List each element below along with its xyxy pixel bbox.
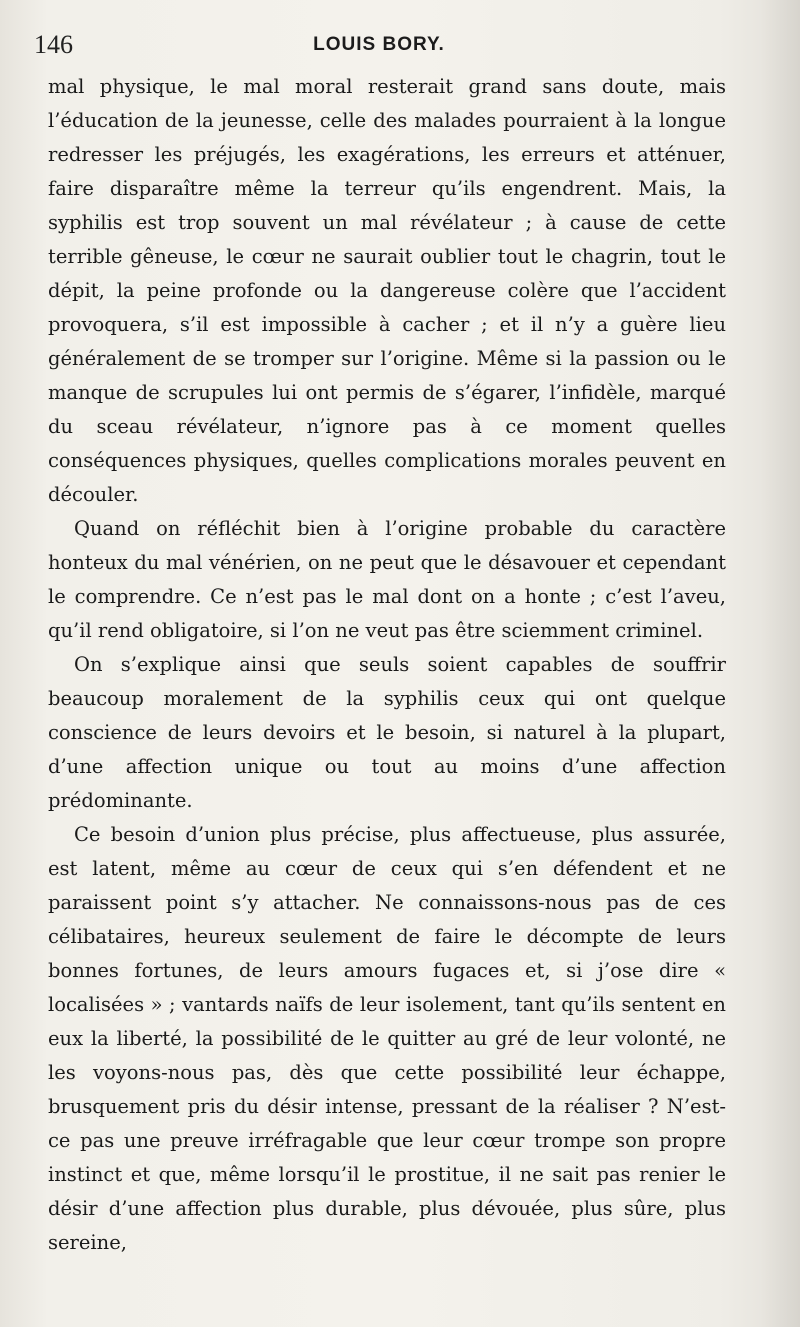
paragraph-3: On s’explique ainsi que seuls soient capables de souffrir beaucoup moralement de la syphilis ceux qui ont quelque conscience de leurs devoirs et le besoin, si naturel à la plupart, d’une affection unique ou tout au moins d’une affection prédominante. xyxy=(48,653,726,812)
page-header xyxy=(34,30,724,64)
page-edge-shadow xyxy=(760,0,800,1327)
running-head: LOUIS BORY. xyxy=(313,34,445,55)
paragraph-2: Quand on réfléchit bien à l’origine probable du caractère honteux du mal vénérien, on ne peut que le désavouer et cependant le comprendre. Ce n’est pas le mal dont on a honte ; c’est l’aveu, qu’il rend obligatoire, si l’on ne veut pas être sciemment criminel. xyxy=(48,517,726,642)
page-number: 146 xyxy=(34,30,73,59)
paragraph-4: Ce besoin d’union plus précise, plus affectueuse, plus assurée, est latent, même au cœur de ceux qui s’en défendent et ne paraissent point s’y attacher. Ne connaissons-nous pas de ces célibataires, heureux seulement de faire le décompte de leurs bonnes fortunes, de leurs amours fugaces et, si j’ose dire « localisées » ; vantards naïfs de leur isolement, tant qu’ils sentent en eux la liberté, la possibilité de le quitter au gré de leur volonté, ne les voyons-nous pas, dès que cette possibilité leur échappe, brusquement pris du désir intense, pressant de la réaliser ? N’est-ce pas une preuve irréfragable que leur cœur trompe son propre instinct et que, même lorsqu’il le prostitue, il ne sait pas renier le désir d’une affection plus durable, plus dévouée, plus sûre, plus sereine, xyxy=(48,823,726,1254)
paragraph-1: mal physique, le mal moral resterait grand sans doute, mais l’éducation de la jeunesse, celle des malades pourraient à la longue redresser les préjugés, les exagérations, les erreurs et atténuer, faire disparaître même la terreur qu’ils engendrent. Mais, la syphilis est trop souvent un mal révélateur ; à cause de cette terrible gêneuse, le cœur ne saurait oublier tout le chagrin, tout le dépit, la peine profonde ou la dangereuse colère que l’accident provoquera, s’il est impossible à cacher ; et il n’y a guère lieu généralement de se tromper sur l’origine. Même si la passion ou le manque de scrupules lui ont permis de s’égarer, l’infidèle, marqué du sceau révélateur, n’ignore pas à ce moment quelles conséquences physiques, quelles complications morales peuvent en découler. xyxy=(48,75,726,506)
body-text xyxy=(48,70,726,1260)
